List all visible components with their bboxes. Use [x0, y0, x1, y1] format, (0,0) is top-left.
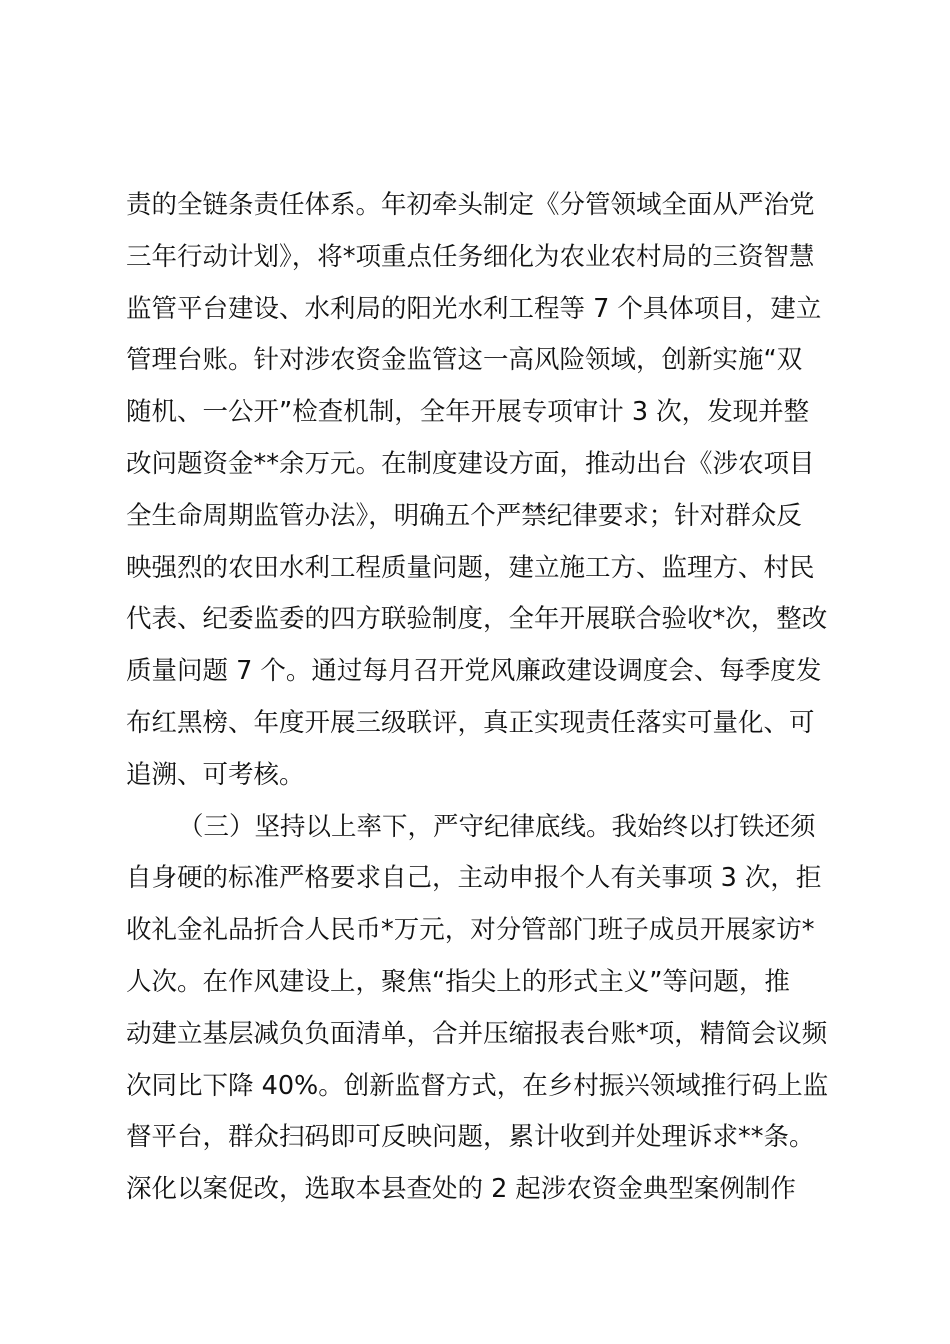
text-line: 映强烈的农田水利工程质量问题，建立施工方、监理方、村民	[126, 552, 815, 583]
text-line: 次同比下降 40%。创新监督方式，在乡村振兴领域推行码上监	[126, 1070, 829, 1101]
text-line: 督平台，群众扫码即可反映问题，累计收到并处理诉求**条。	[126, 1122, 815, 1153]
text-line: 监管平台建设、水利局的阳光水利工程等 7 个具体项目，建立	[126, 293, 822, 324]
text-line: 动建立基层减负负面清单，合并压缩报表台账*项，精简会议频	[126, 1018, 828, 1049]
text-line: 人次。在作风建设上，聚焦“指尖上的形式主义”等问题，推	[126, 966, 790, 997]
section-heading-line: （三）坚持以上率下，严守纪律底线。我始终以打铁还须	[178, 811, 816, 842]
text-line: 责的全链条责任体系。年初牵头制定《分管领域全面从严治党	[126, 190, 815, 220]
text-line: 布红黑榜、年度开展三级联评，真正实现责任落实可量化、可	[126, 707, 815, 738]
text-line: 质量问题 7 个。通过每月召开党风廉政建设调度会、每季度发	[126, 656, 822, 687]
text-line: 管理台账。针对涉农资金监管这一高风险领域，创新实施“双	[126, 345, 803, 376]
text-line: 追溯、可考核。	[126, 759, 305, 790]
text-line: 收礼金礼品折合人民币*万元，对分管部门班子成员开展家访*	[126, 915, 815, 946]
text-line: 三年行动计划》，将*项重点任务细化为农业农村局的三资智慧	[126, 241, 815, 272]
body-text	[126, 180, 836, 1216]
text-line: 随机、一公开”检查机制，全年开展专项审计 3 次，发现并整	[126, 397, 810, 428]
text-line: 代表、纪委监委的四方联验制度，全年开展联合验收*次，整改	[126, 604, 828, 635]
text-line: 深化以案促改，选取本县查处的 2 起涉农资金典型案例制作	[126, 1174, 796, 1205]
text-line: 全生命周期监管办法》，明确五个严禁纪律要求；针对群众反	[126, 500, 802, 531]
text-line: 改问题资金**余万元。在制度建设方面，推动出台《涉农项目	[126, 448, 815, 479]
text-line: 自身硬的标准严格要求自己，主动申报个人有关事项 3 次，拒	[126, 863, 822, 894]
